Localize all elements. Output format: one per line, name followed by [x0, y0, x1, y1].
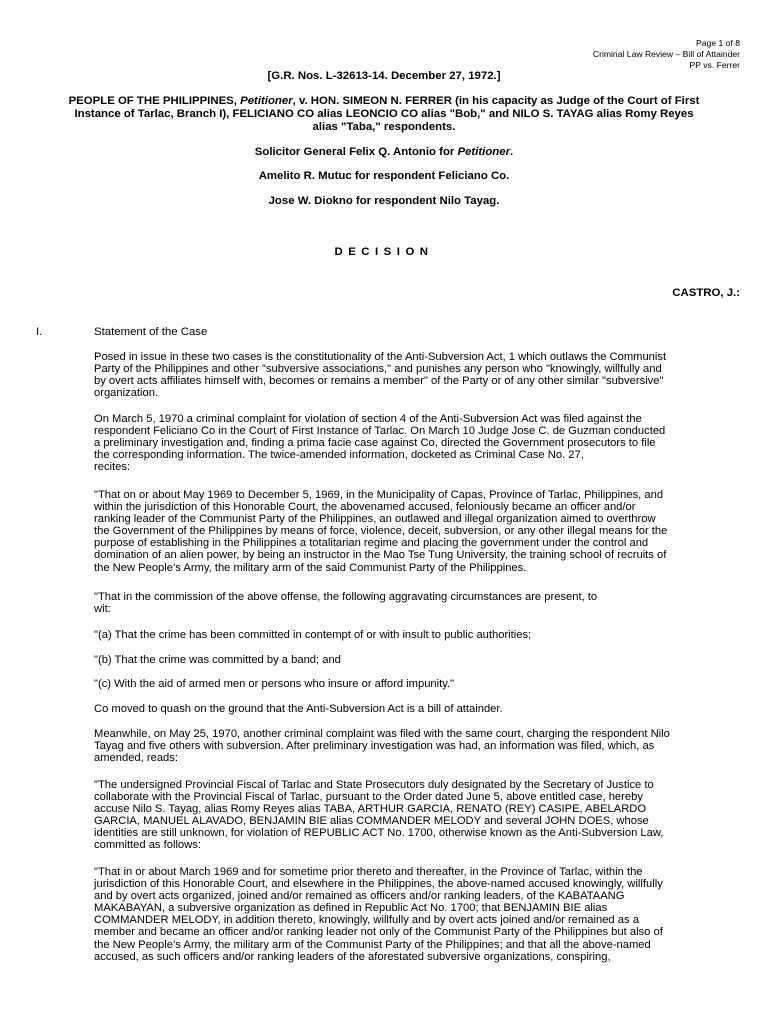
- paragraph: [94, 351, 746, 399]
- text-line: GARCIA, MANUEL ALAVADO, BENJAMIN BIE alias COMMANDER MELODY and several JOHN DOES, whose: [94, 815, 649, 828]
- text-line: respondent Feliciano Co in the Court of First Instance of Tarlac. On March 10 Judge Jose C. de Guzman conducted: [94, 425, 666, 438]
- text-line: organization.: [94, 387, 159, 400]
- text-line: "That on or about May 1969 to December 5, 1969, in the Municipality of Capas, Province of Tarlac, Philippines, and: [94, 489, 664, 501]
- text-line: ranking leader of the Communist Party of the Philippines, an outlawed and illegal organization aimed to overthrow: [94, 513, 656, 526]
- gr-number: [G.R. Nos. L-32613-14. December 27, 1972.]: [267, 70, 501, 82]
- text-line: "That in the commission of the above offense, the following aggravating circumstances are present, to: [94, 591, 598, 603]
- text-line: identities are still unknown, for violation of REPUBLIC ACT No. 1700, otherwise known as the Anti-Subversion Law,: [94, 827, 664, 840]
- paragraph: [94, 779, 746, 852]
- text-line: the Government of the Philippines by means of force, violence, deceit, subversion, or any other illegal means for the: [94, 525, 668, 538]
- text-line: collaborate with the Provincial Fiscal of Tarlac, pursuant to the Order dated June 5, above entitled case, hereby: [94, 791, 643, 804]
- text-line: and by overt acts organized, joined and/or remained as officers and/or ranking leaders, of the KABATAANG: [94, 890, 625, 903]
- text-line: wit:: [94, 603, 111, 616]
- course-title: Criminal Law Review – Bill of Attainder: [592, 49, 740, 59]
- text-line: "(b) That the crime was committed by a band; and: [94, 654, 341, 666]
- paragraph: [94, 654, 746, 666]
- text-line: MAKABAYAN, a subversive organization as defined in Republic Act No. 1700; that BENJAMIN BIE alias: [94, 902, 608, 915]
- text-line: a preliminary investigation and, finding a prima facie case against Co, directed the Government prosecutors to file: [94, 437, 656, 450]
- text-line: Co moved to quash on the ground that the Anti-Subversion Act is a bill of attainder.: [94, 703, 503, 715]
- counsel-petitioner: Solicitor General Felix Q. Antonio for Petitioner.: [254, 146, 514, 158]
- running-header: [593, 38, 740, 71]
- text-line: member and became an officer and/or ranking leader not only of the Communist Party of the Philippines but also of: [94, 926, 663, 939]
- text-line: the corresponding information. The twice-amended information, docketed as Criminal Case No. 27,: [94, 449, 584, 462]
- text-line: "(a) That the crime has been committed in contempt of or with insult to public authorities;: [94, 629, 532, 641]
- text-line: by overt acts affiliates himself with, becomes or remains a member" of the Party or of any other similar "subversive": [94, 375, 664, 388]
- paragraph: [94, 866, 746, 963]
- counsel-respondent-co: Amelito R. Mutuc for respondent Feliciano Co.: [258, 170, 510, 182]
- text-line: Tayag and five others with subversion. After preliminary investigation was had, an information was filed, which, as: [94, 740, 655, 753]
- counsel-respondent-tayag: Jose W. Diokno for respondent Nilo Tayag.: [268, 195, 500, 207]
- text-line: Posed in issue in these two cases is the constitutionality of the Anti-Subversion Act, 1 which outlaws the Communist: [94, 351, 667, 363]
- paragraph: [94, 489, 746, 574]
- case-parties: PEOPLE OF THE PHILIPPINES, Petitioner, v. HON. SIMEON N. FERRER (in his capacity as Judge of the Court of First Instance of Tarlac, Branch I), FELICIANO CO alias LEONCIO CO alias "Bob," and NILO S. TAYAG alias Romy Reyes alias "Taba," respondents.: [68, 95, 700, 133]
- text-line: committed as follows:: [94, 839, 201, 852]
- text-line: On March 5, 1970 a criminal complaint for violation of section 4 of the Anti-Subversion Act was filed against the: [94, 413, 642, 425]
- text-line: Party of the Philippines and other "subversive associations," and punishes any person who "knowingly, willfully and: [94, 363, 662, 376]
- text-line: jurisdiction of this Honorable Court, and elsewhere in the Philippines, the above-named accused knowingly, willfully: [94, 878, 663, 891]
- paragraph: [94, 728, 746, 764]
- text-line: accused, as such officers and/or ranking leaders of the aforestated subversive organizations, conspiring,: [94, 950, 611, 963]
- paragraph: [94, 629, 746, 641]
- text-line: amended, reads:: [94, 752, 178, 765]
- ponente: CASTRO, J.:: [672, 287, 740, 299]
- text-line: accuse Nilo S. Tayag, alias Romy Reyes alias TABA, ARTHUR GARCIA, RENATO (REY) CASIPE, ABELARDO: [94, 803, 647, 816]
- section-title: Statement of the Case: [94, 326, 208, 338]
- text-line: within the jurisdiction of this Honorable Court, the abovenamed accused, feloniously became an officer and/or: [94, 501, 636, 514]
- text-line: COMMANDER MELODY, in addition thereto, knowingly, willfully and by overt acts joined and/or remained as a: [94, 914, 639, 927]
- text-line: the New People’s Army, the military arm of the Communist Party of the Philippines; and that all the above-named: [94, 938, 651, 951]
- paragraph: [94, 591, 746, 615]
- case-short-title: PP vs. Ferrer: [689, 60, 740, 70]
- text-line: recites:: [94, 461, 131, 474]
- page-number: Page 1 of 8: [696, 38, 740, 48]
- paragraph: [94, 703, 746, 715]
- text-line: "The undersigned Provincial Fiscal of Tarlac and State Prosecutors duly designated by the Secretary of Justice to: [94, 779, 654, 791]
- section-number: I.: [36, 326, 43, 338]
- text-line: purpose of establishing in the Philippines a totalitarian regime and placing the government under the control and: [94, 537, 649, 550]
- text-line: "(c) With the aid of armed men or persons who insure or afford impunity.": [94, 678, 455, 690]
- text-line: "That in or about March 1969 and for sometime prior thereto and thereafter, in the Province of Tarlac, within the: [94, 866, 643, 878]
- text-line: domination of an alien power, by being an instructor in the Mao Tse Tung University, the training school of recruits of: [94, 549, 667, 562]
- paragraph: [94, 678, 746, 690]
- text-line: Meanwhile, on May 25, 1970, another criminal complaint was filed with the same court, charging the respondent Nilo: [94, 728, 670, 740]
- decision-heading: DECISION: [334, 246, 434, 258]
- paragraph: [94, 413, 746, 473]
- text-line: the New People’s Army, the military arm of the said Communist Party of the Philippines.: [94, 561, 527, 574]
